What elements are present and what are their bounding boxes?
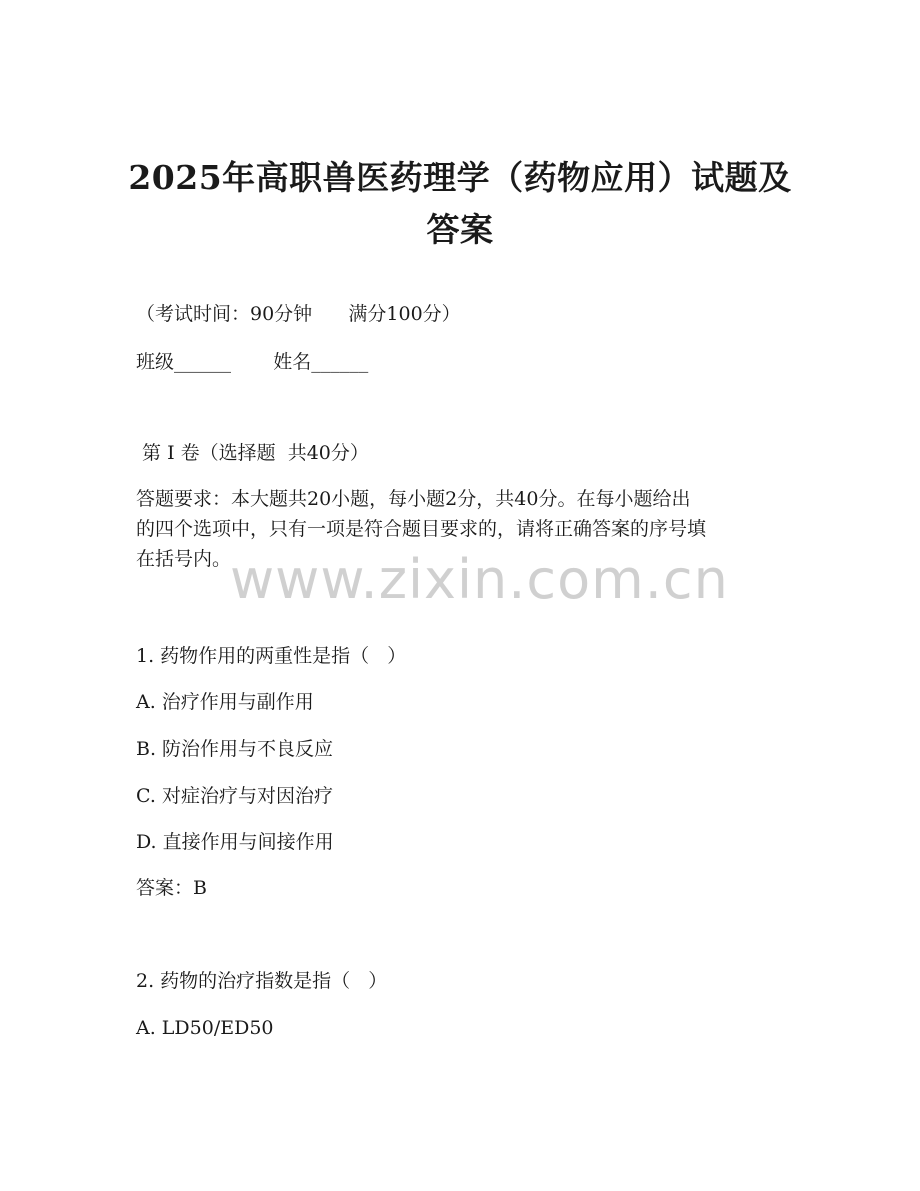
question-option: D. 直接作用与间接作用: [136, 831, 334, 853]
question-option: B. 防治作用与不良反应: [136, 738, 334, 760]
instructions: [136, 484, 786, 574]
question-stem: 2. 药物的治疗指数是指（ ）: [136, 970, 388, 992]
question-answer: 答案：B: [136, 877, 207, 899]
question-stem: 1. 药物作用的两重性是指（ ）: [136, 645, 407, 667]
class-name-fields: 班级______ 姓名______: [136, 351, 369, 373]
question-option: C. 对症治疗与对因治疗: [136, 785, 333, 807]
instructions-line: 的四个选项中，只有一项是符合题目要求的，请将正确答案的序号填: [136, 518, 707, 540]
section-title: 第 I 卷（选择题 共40分）: [136, 442, 369, 464]
document-title: [100, 152, 820, 256]
instructions-line: 在括号内。: [136, 548, 232, 570]
instructions-line: 答题要求：本大题共20小题，每小题2分，共40分。在每小题给出: [136, 488, 691, 510]
title-line-2: 答案: [426, 210, 494, 249]
question-option: A. LD50/ED50: [136, 1017, 274, 1039]
title-line-1: 2025年高职兽医药理学（药物应用）试题及: [128, 158, 792, 197]
exam-info: （考试时间：90分钟 满分100分）: [136, 303, 461, 325]
watermark: www.zixin.com.cn: [230, 548, 729, 611]
question-option: A. 治疗作用与副作用: [136, 691, 314, 713]
